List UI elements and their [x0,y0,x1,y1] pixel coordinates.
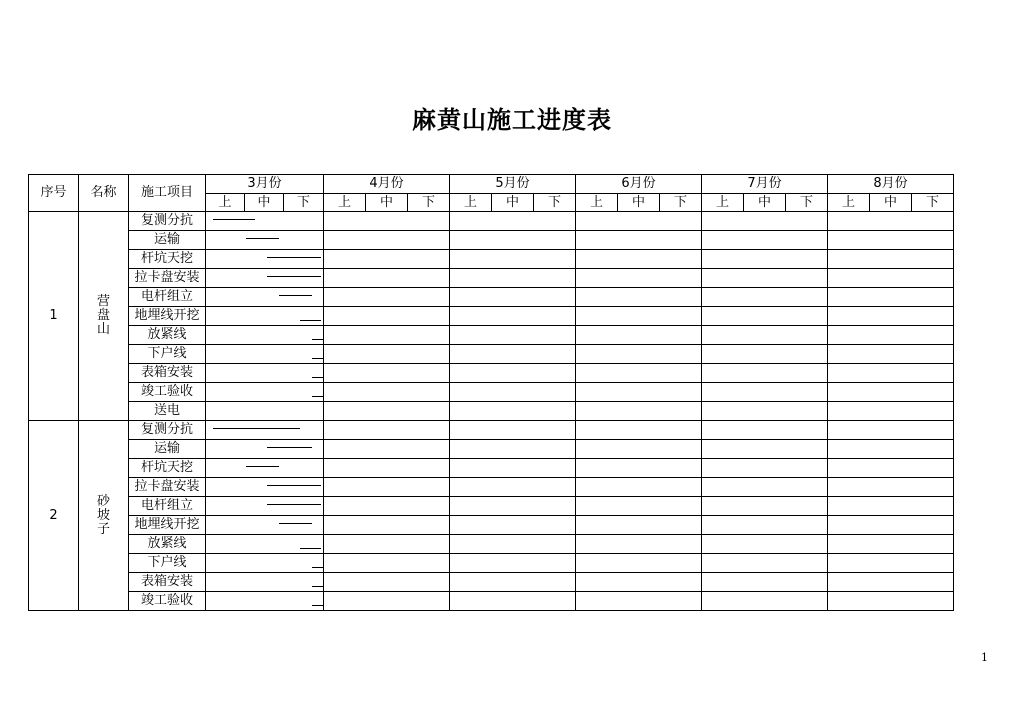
progress-bar [312,567,323,568]
month-header: 3月份 [206,175,324,194]
progress-bar [213,219,255,220]
period-header: 上 [450,194,492,212]
schedule-table [28,174,954,611]
group-seq: 2 [29,421,79,611]
month-cell [828,250,954,269]
month-cell [324,383,450,402]
month-cell [576,364,702,383]
month-header: 6月份 [576,175,702,194]
month-cell [450,535,576,554]
month-cell [576,250,702,269]
table-row [29,421,954,440]
period-header: 上 [206,194,245,212]
period-header: 中 [366,194,408,212]
month-cell [702,421,828,440]
month-cell [206,516,324,535]
month-cell [576,269,702,288]
month-cell [576,212,702,231]
month-cell [828,345,954,364]
progress-bar [300,548,321,549]
month-cell [324,440,450,459]
month-cell [324,421,450,440]
month-cell [324,535,450,554]
month-cell [206,497,324,516]
month-header: 7月份 [702,175,828,194]
month-cell [702,440,828,459]
month-cell [828,440,954,459]
month-cell [576,478,702,497]
month-cell [450,421,576,440]
table-row [29,402,954,421]
period-header: 下 [660,194,702,212]
month-cell [206,554,324,573]
month-cell [828,497,954,516]
month-cell [702,535,828,554]
table-row [29,478,954,497]
task-name: 拉卡盘安装 [129,478,206,497]
month-cell [828,459,954,478]
month-cell [450,516,576,535]
month-cell [576,345,702,364]
month-cell [450,459,576,478]
progress-bar [213,428,300,429]
month-cell [702,573,828,592]
month-header: 4月份 [324,175,450,194]
task-name: 表箱安装 [129,573,206,592]
table-row [29,326,954,345]
table-row [29,307,954,326]
period-header: 中 [870,194,912,212]
task-name: 杆坑天挖 [129,459,206,478]
month-cell [324,212,450,231]
progress-bar [312,377,323,378]
month-cell [450,231,576,250]
month-cell [324,497,450,516]
month-cell [450,307,576,326]
month-cell [576,307,702,326]
task-name: 运输 [129,440,206,459]
month-cell [576,535,702,554]
period-header: 上 [576,194,618,212]
month-cell [828,231,954,250]
month-cell [206,345,324,364]
month-cell [576,383,702,402]
month-cell [206,573,324,592]
month-cell [206,326,324,345]
month-cell [324,288,450,307]
month-cell [450,326,576,345]
table-row [29,440,954,459]
month-cell [828,535,954,554]
month-cell [576,554,702,573]
group-name [79,421,129,611]
month-cell [828,269,954,288]
task-name: 下户线 [129,554,206,573]
month-cell [576,440,702,459]
progress-bar [267,447,312,448]
period-header: 上 [702,194,744,212]
month-cell [702,269,828,288]
month-cell [206,459,324,478]
month-cell [450,364,576,383]
month-cell [576,516,702,535]
month-cell [576,288,702,307]
period-header: 中 [492,194,534,212]
month-header: 8月份 [828,175,954,194]
month-cell [828,592,954,611]
task-name: 放紧线 [129,535,206,554]
month-cell [450,345,576,364]
task-name: 杆坑天挖 [129,250,206,269]
progress-bar [312,339,323,340]
progress-bar [300,320,321,321]
month-cell [702,326,828,345]
month-cell [576,231,702,250]
table-row [29,497,954,516]
period-header: 上 [324,194,366,212]
month-cell [576,421,702,440]
month-cell [206,383,324,402]
progress-bar [312,358,323,359]
month-cell [206,269,324,288]
table-row [29,231,954,250]
progress-bar [279,295,312,296]
task-name: 竣工验收 [129,383,206,402]
progress-bar [312,605,323,606]
month-cell [206,402,324,421]
month-cell [828,307,954,326]
month-cell [450,573,576,592]
month-cell [828,554,954,573]
task-name: 送电 [129,402,206,421]
group-name [79,212,129,421]
month-cell [324,402,450,421]
table-row [29,535,954,554]
month-cell [828,516,954,535]
progress-bar [246,238,279,239]
header-seq: 序号 [29,175,79,212]
month-cell [450,497,576,516]
month-cell [702,307,828,326]
month-header: 5月份 [450,175,576,194]
month-cell [702,592,828,611]
month-cell [324,478,450,497]
month-cell [576,459,702,478]
month-cell [324,592,450,611]
month-cell [576,573,702,592]
header-name: 名称 [79,175,129,212]
table-row [29,345,954,364]
month-cell [324,516,450,535]
month-cell [324,269,450,288]
month-cell [324,231,450,250]
month-cell [702,383,828,402]
table-row [29,554,954,573]
month-cell [324,573,450,592]
table-row [29,459,954,478]
period-header: 上 [828,194,870,212]
period-header: 中 [245,194,284,212]
month-cell [576,592,702,611]
month-cell [206,535,324,554]
month-cell [450,212,576,231]
table-row [29,383,954,402]
month-cell [206,288,324,307]
period-header: 中 [618,194,660,212]
month-cell [450,478,576,497]
task-name: 下户线 [129,345,206,364]
month-cell [702,212,828,231]
month-cell [702,497,828,516]
month-cell [324,345,450,364]
month-cell [450,402,576,421]
month-cell [450,250,576,269]
month-cell [206,250,324,269]
month-cell [702,402,828,421]
period-header: 中 [744,194,786,212]
month-cell [324,459,450,478]
month-cell [702,516,828,535]
task-name: 竣工验收 [129,592,206,611]
month-cell [324,250,450,269]
group-name-text: 营 盘 山 [96,294,110,337]
month-cell [206,212,324,231]
month-cell [576,326,702,345]
table-row [29,212,954,231]
table-row [29,516,954,535]
month-cell [324,364,450,383]
table-row [29,269,954,288]
month-cell [450,383,576,402]
task-name: 复测分抗 [129,212,206,231]
month-cell [828,364,954,383]
table-row [29,592,954,611]
task-name: 地埋线开挖 [129,307,206,326]
month-cell [206,421,324,440]
progress-bar [279,523,312,524]
month-cell [702,459,828,478]
month-cell [450,269,576,288]
month-cell [828,402,954,421]
month-cell [828,478,954,497]
page-title: 麻黄山施工进度表 [412,105,612,134]
month-cell [450,592,576,611]
month-cell [324,326,450,345]
month-cell [576,402,702,421]
table-row [29,250,954,269]
task-name: 运输 [129,231,206,250]
task-name: 电杆组立 [129,497,206,516]
progress-bar [267,485,321,486]
month-cell [828,212,954,231]
month-cell [206,478,324,497]
month-cell [702,231,828,250]
month-cell [702,250,828,269]
month-cell [702,478,828,497]
task-name: 表箱安装 [129,364,206,383]
group-name-text: 砂 坡 子 [96,493,110,537]
period-header: 下 [912,194,954,212]
month-cell [702,364,828,383]
month-cell [702,554,828,573]
month-cell [206,440,324,459]
period-header: 下 [284,194,324,212]
task-name: 地埋线开挖 [129,516,206,535]
month-cell [206,364,324,383]
month-cell [450,288,576,307]
month-cell [206,592,324,611]
table-row [29,364,954,383]
table-row [29,288,954,307]
month-cell [206,231,324,250]
task-name: 放紧线 [129,326,206,345]
progress-bar [312,396,323,397]
month-cell [576,497,702,516]
group-seq: 1 [29,212,79,421]
month-cell [450,440,576,459]
progress-bar [267,276,321,277]
month-cell [702,345,828,364]
month-cell [828,326,954,345]
progress-bar [246,466,279,467]
month-cell [828,288,954,307]
month-cell [828,573,954,592]
page-number: 1 [981,651,988,664]
month-cell [828,421,954,440]
task-name: 复测分抗 [129,421,206,440]
table-row [29,573,954,592]
task-name: 电杆组立 [129,288,206,307]
header-item: 施工项目 [129,175,206,212]
progress-bar [267,504,321,505]
period-header: 下 [408,194,450,212]
period-header: 下 [534,194,576,212]
progress-bar [267,257,321,258]
month-cell [450,554,576,573]
month-cell [702,288,828,307]
period-header: 下 [786,194,828,212]
month-cell [206,307,324,326]
progress-bar [312,586,323,587]
task-name: 拉卡盘安装 [129,269,206,288]
month-cell [324,307,450,326]
month-cell [324,554,450,573]
month-cell [828,383,954,402]
